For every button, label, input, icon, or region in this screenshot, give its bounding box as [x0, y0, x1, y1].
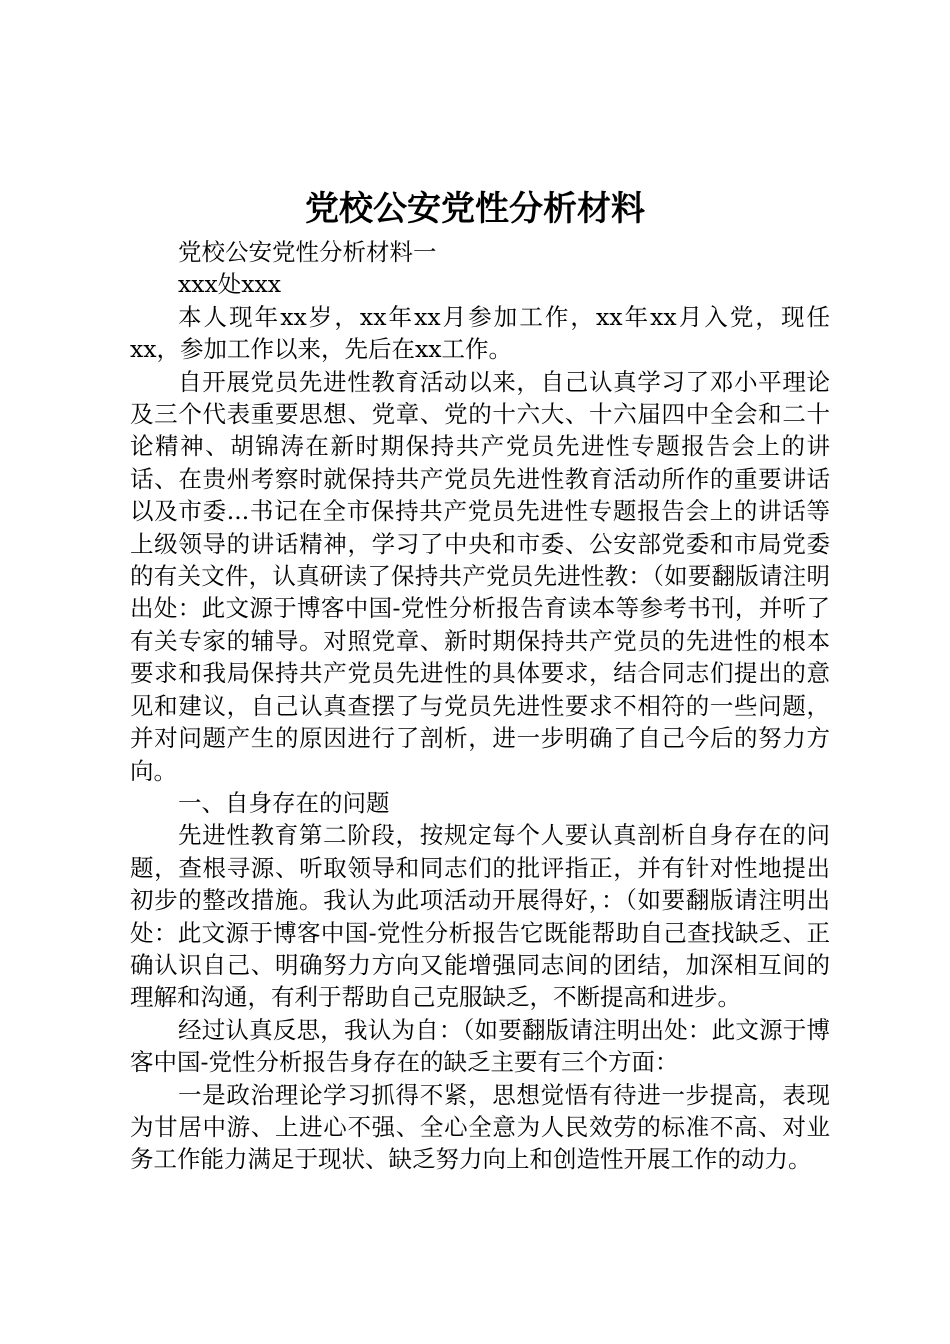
body-paragraph: 本人现年xx岁，xx年xx月参加工作，xx年xx月入党，现任xx，参加工作以来，先后在xx工作。	[130, 302, 830, 364]
author-line: xxx处xxx	[178, 270, 282, 299]
document-title: 党校公安党性分析材料	[305, 189, 645, 229]
body-paragraph: 一是政治理论学习抓得不紧，思想觉悟有待进一步提高，表现为甘居中游、上进心不强、全心全意为人民效劳的标准不高、对业务工作能力满足于现状、缺乏努力向上和创造性开展工作的动力。	[130, 1080, 830, 1174]
body-paragraph: 自开展党员先进性教育活动以来，自己认真学习了邓小平理论及三个代表重要思想、党章、党的十六大、十六届四中全会和二十论精神、胡锦涛在新时期保持共产党员先进性专题报告会上的讲话、在贵州考察时就保持共产党员先进性教育活动所作的重要讲话以及市委...书记在全市保持共产党员先进性专题报告会上的讲话等上级领导的讲话精神，学习了中央和市委、公安部党委和市局党委的有关文件，认真研读了保持共产党员先进性教：（如要翻版请注明出处：此文源于博客中国-党性分析报告育读本等参考书刊，并听了有关专家的辅导。对照党章、新时期保持共产党员的先进性的根本要求和我局保持共产党员先进性的具体要求，结合同志们提出的意见和建议，自己认真查摆了与党员先进性要求不相符的一些问题，并对问题产生的原因进行了剖析，进一步明确了自己今后的努力方向。	[130, 367, 830, 785]
document-body	[130, 236, 830, 1176]
section-heading: 一、自身存在的问题	[178, 788, 390, 817]
body-paragraph: 先进性教育第二阶段，按规定每个人要认真剖析自身存在的问题，查根寻源、听取领导和同志们的批评指正，并有针对性地提出初步的整改措施。我认为此项活动开展得好，：（如要翻版请注明出处：此文源于博客中国-党性分析报告它既能帮助自己查找缺乏、正确认识自己、明确努力方向又能增强同志间的团结，加深相互间的理解和沟通，有利于帮助自己克服缺乏，不断提高和进步。	[130, 821, 830, 1012]
subtitle-paragraph: 党校公安党性分析材料一	[178, 238, 437, 266]
body-paragraph: 经过认真反思，我认为自：（如要翻版请注明出处：此文源于博客中国-党性分析报告身存在的缺乏主要有三个方面：	[130, 1015, 830, 1077]
